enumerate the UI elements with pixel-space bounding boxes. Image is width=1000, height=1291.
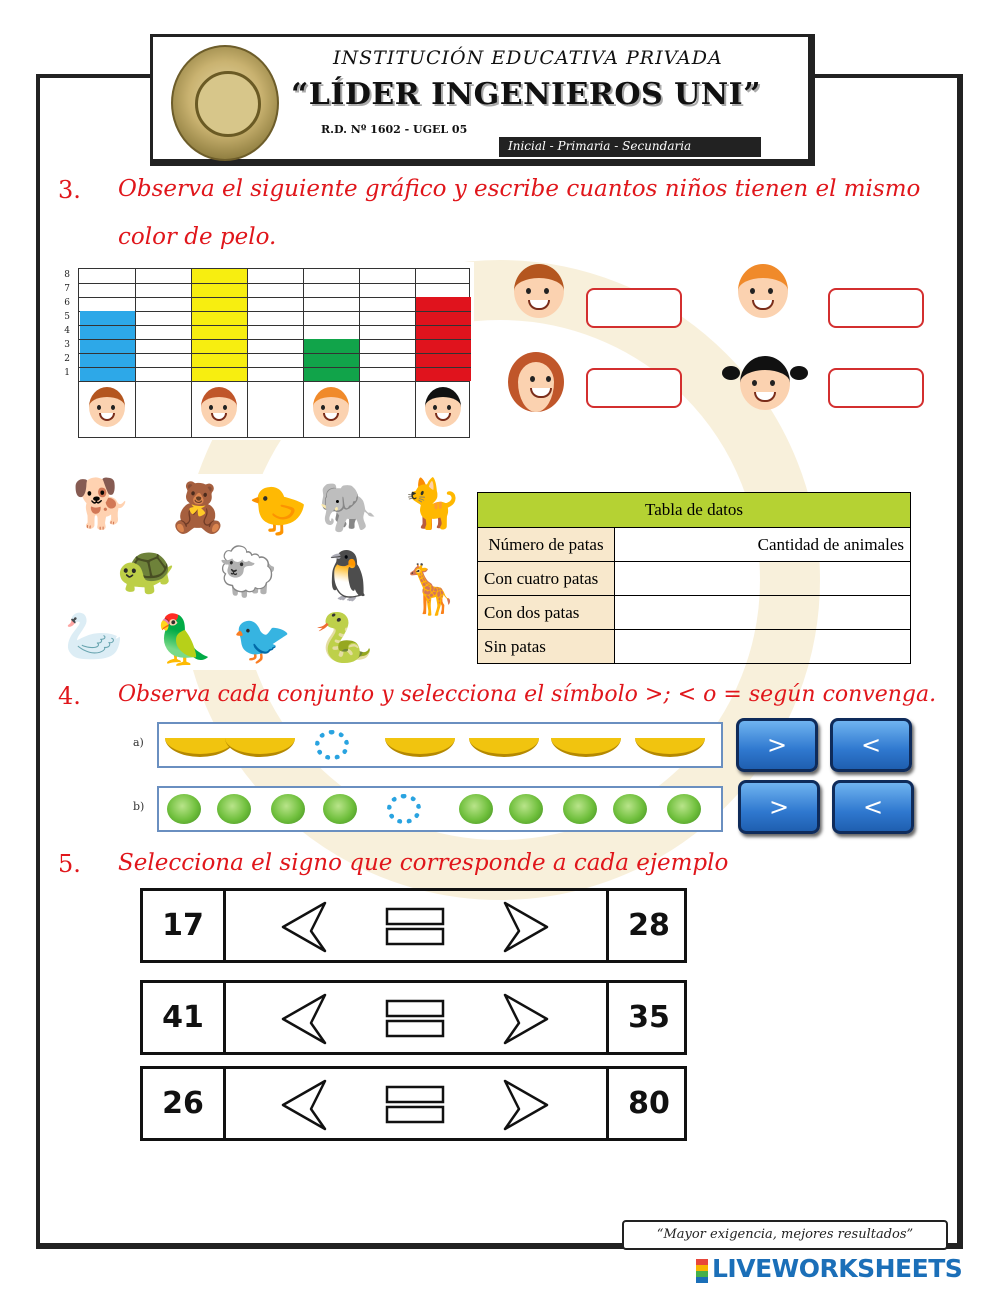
chart-gridline [79,367,469,368]
set-b-label: b) [133,800,145,813]
table-input-two-legs[interactable] [615,596,911,630]
lettuce-icon [271,794,305,824]
banana-icon [551,738,621,757]
set-a-bananas [157,722,723,768]
y-tick-label: 7 [64,284,70,294]
header-resolution: R.D. Nº 1602 - UGEL 05 [321,123,468,136]
question5-text: Selecciona el signo que corresponde a cada ejemplo [118,850,729,876]
pigtail-right [790,366,808,380]
question5-number: 5. [58,850,81,878]
chart-gridline [79,339,469,340]
question4-text: Observa cada conjunto y selecciona el símbolo >; < o = según convenga. [118,682,937,707]
compare-row [140,980,687,1055]
greater-than-sign-button[interactable] [497,901,553,953]
liveworksheets-logo-icon [696,1259,708,1283]
chart-gridline [79,297,469,298]
table-row-label: Con cuatro patas [478,562,615,596]
header-levels: Inicial - Primaria - Secundaria [508,139,692,153]
table-input-no-legs[interactable] [615,630,911,664]
set-a-less-button[interactable]: < [830,718,912,772]
chart-face-pelo-negro [425,387,461,427]
data-table [477,492,911,664]
bird-icon: 🐦 [232,612,292,668]
parrot-icon: 🦜 [154,612,214,668]
red-hair-girl-face [508,352,564,412]
answer-box-orange-hair[interactable] [828,288,924,328]
greater-than-sign-button[interactable] [497,993,553,1045]
bar-pelo-castaño [80,311,135,381]
chart-grid [78,268,470,438]
y-tick-label: 4 [64,326,70,336]
y-tick-label: 3 [64,340,70,350]
y-tick-label: 2 [64,354,70,364]
compare-row [140,1066,687,1141]
set-b-less-button[interactable]: < [832,780,914,834]
banana-icon [635,738,705,757]
elephant-icon: 🐘 [318,480,378,536]
school-header [150,34,815,166]
snake-icon: 🐍 [314,610,374,666]
penguin-icon: 🐧 [318,548,378,604]
chart-gridline [79,283,469,284]
liveworksheets-brand: LIVEWORKSHEETS [712,1254,963,1283]
giraffe-icon: 🦒 [400,562,460,618]
set-b-lettuces [157,786,723,832]
question3-line1: Observa el siguiente gráfico y escribe cuantos niños tienen el mismo [118,176,921,202]
cat-icon: 🐈 [402,476,462,532]
bar-pelo-negro [416,297,471,381]
table-title: Tabla de datos [478,493,911,528]
table-col-count: Cantidad de animales [615,528,911,562]
lettuce-icon [167,794,201,824]
swan-icon: 🦢 [64,608,124,664]
chart-face-pelo-castaño [89,387,125,427]
lettuce-icon [217,794,251,824]
lettuce-icon [667,794,701,824]
chart-gridline [79,325,469,326]
equal-sign-button[interactable] [385,999,445,1039]
chart-column-line [247,269,248,437]
set-a-greater-button[interactable]: > [736,718,818,772]
comparison-slot-a[interactable] [315,730,349,760]
chart-column-line [359,269,360,437]
chick-icon: 🐤 [248,482,308,538]
right-number: 80 [628,1086,670,1121]
school-seal-logo [171,45,279,161]
y-tick-label: 5 [64,312,70,322]
chart-column-line [135,269,136,437]
less-than-sign-button[interactable] [277,901,333,953]
table-row-label: Sin patas [478,630,615,664]
question3-number: 3. [58,176,81,204]
answer-box-black-hair[interactable] [828,368,924,408]
less-than-sign-button[interactable] [277,993,333,1045]
black-hair-girl-face [740,356,790,410]
hair-color-bar-chart [60,262,474,440]
footer-motto: “Mayor exigencia, mejores resultados” [622,1220,948,1250]
left-number: 26 [162,1086,204,1121]
answer-box-brown-hair[interactable] [586,288,682,328]
answer-box-red-hair[interactable] [586,368,682,408]
lettuce-icon [509,794,543,824]
lettuce-icon [613,794,647,824]
dog-icon: 🐕 [72,476,132,532]
banana-icon [225,738,295,757]
comparison-slot-b[interactable] [387,794,421,824]
turtle-icon: 🐢 [116,542,176,598]
lettuce-icon [563,794,597,824]
orange-hair-boy-face [738,264,788,318]
header-institution: INSTITUCIÓN EDUCATIVA PRIVADA [333,47,723,69]
header-school-name: “LÍDER INGENIEROS UNI” [291,77,761,112]
right-number: 35 [628,1000,670,1035]
y-tick-label: 8 [64,270,70,280]
bear-icon: 🧸 [168,480,228,536]
greater-than-sign-button[interactable] [497,1079,553,1131]
less-than-sign-button[interactable] [277,1079,333,1131]
table-col-legs: Número de patas [478,528,615,562]
lettuce-icon [459,794,493,824]
sheep-icon: 🐑 [218,544,278,600]
set-b-greater-button[interactable]: > [738,780,820,834]
chart-gridline [79,311,469,312]
pigtail-left [722,366,740,380]
table-row-label: Con dos patas [478,596,615,630]
banana-icon [385,738,455,757]
left-number: 41 [162,1000,204,1035]
right-number: 28 [628,908,670,943]
table-input-four-legs[interactable] [615,562,911,596]
compare-row [140,888,687,963]
brown-hair-boy-face [514,264,564,318]
left-number: 17 [162,908,204,943]
question4-number: 4. [58,682,81,710]
lettuce-icon [323,794,357,824]
chart-gridline [79,353,469,354]
chart-baseline [79,381,469,382]
equal-sign-button[interactable] [385,907,445,947]
set-a-label: a) [133,736,144,749]
animals-picture [60,474,470,670]
chart-face-pelo-naranja [313,387,349,427]
y-tick-label: 1 [64,368,70,378]
y-tick-label: 6 [64,298,70,308]
bar-pelo-rojizo [192,269,247,381]
equal-sign-button[interactable] [385,1085,445,1125]
chart-face-pelo-rojizo [201,387,237,427]
bar-pelo-naranja [304,339,359,381]
question3-line2: color de pelo. [118,224,277,250]
banana-icon [469,738,539,757]
